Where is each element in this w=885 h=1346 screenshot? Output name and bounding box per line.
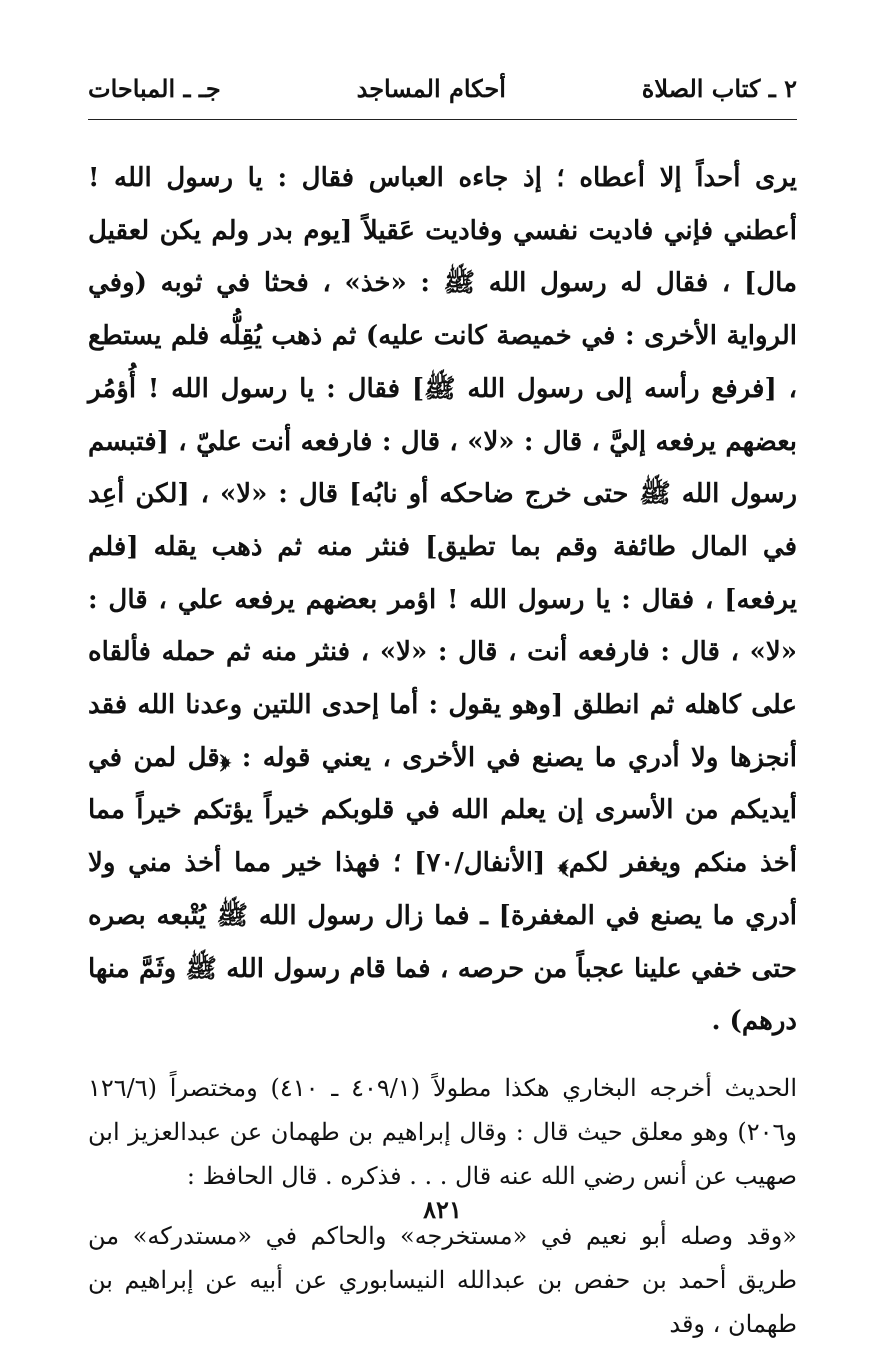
- header-section-title: جـ ـ المباحات: [88, 73, 221, 103]
- header-chapter-title: أحكام المساجد: [356, 73, 506, 103]
- header-book-part: ٢ ـ كتاب الصلاة: [641, 73, 797, 103]
- header-divider: [88, 119, 797, 120]
- running-header: [88, 66, 797, 110]
- hadith-paragraph: يرى أحداً إلا أعطاه ؛ إذ جاءه العباس فقال : يا رسول الله ! أعطني فإني فاديت نفسي وفاديت عَقيلاً [يوم بدر ولم يكن لعقيل مال] ، فقال له رسول الله ﷺ : «خذ» ، فحثا في ثوبه (وفي الرواية الأخرى : في خميصة كانت عليه) ثم ذهب يُقِلُّه فلم يستطع ، [فرفع رأسه إلى رسول الله ﷺ] فقال : يا رسول الله ! أُؤمُر بعضهم يرفعه إليَّ ، قال : «لا» ، قال : فارفعه أنت عليّ ، [فتبسم رسول الله ﷺ حتى خرج ضاحكه أو نابُه] قال : «لا» ، [لكن أعِد في المال طائفة وقم بما تطيق] فنثر منه ثم ذهب يقله [فلم يرفعه] ، فقال : يا رسول الله ! اؤمر بعضهم يرفعه علي ، قال : «لا» ، قال : فارفعه أنت ، قال : «لا» ، فنثر منه ثم حمله فألقاه على كاهله ثم انطلق [وهو يقول : أما إحدى اللتين وعدنا الله فقد أنجزها ولا أدري ما يصنع في الأخرى ، يعني قوله : ﴿قل لمن في أيديكم من الأسرى إن يعلم الله في قلوبكم خيراً يؤتكم خيراً مما أخذ منكم ويغفر لكم﴾ [الأنفال/٧٠] ؛ فهذا خير مما أخذ مني ولا أدري ما يصنع في المغفرة] ـ فما زال رسول الله ﷺ يُتْبعه بصره حتى خفي علينا عجباً من حرصه ، فما قام رسول الله ﷺ وثَمَّ منها درهم) .: [88, 163, 797, 1037]
- hafiz-quote-paragraph: «وقد وصله أبو نعيم في «مستخرجه» والحاكم في «مستدركه» من طريق أحمد بن حفص بن عبدالله النيسابوري عن أبيه عن إبراهيم بن طهمان ، وقد: [88, 1221, 797, 1338]
- takhrij-paragraph: الحديث أخرجه البخاري هكذا مطولاً (٤٠٩/١ ـ ٤١٠) ومختصراً (١٢٦/٦ و٢٠٦) وهو معلق حيث قال : وقال إبراهيم بن طهمان عن عبدالعزيز ابن صهيب عن أنس رضي الله عنه قال . . . فذكره . قال الحافظ :: [88, 1073, 797, 1190]
- page-body: [88, 152, 797, 1346]
- page-number: ٨٢١: [423, 1195, 462, 1224]
